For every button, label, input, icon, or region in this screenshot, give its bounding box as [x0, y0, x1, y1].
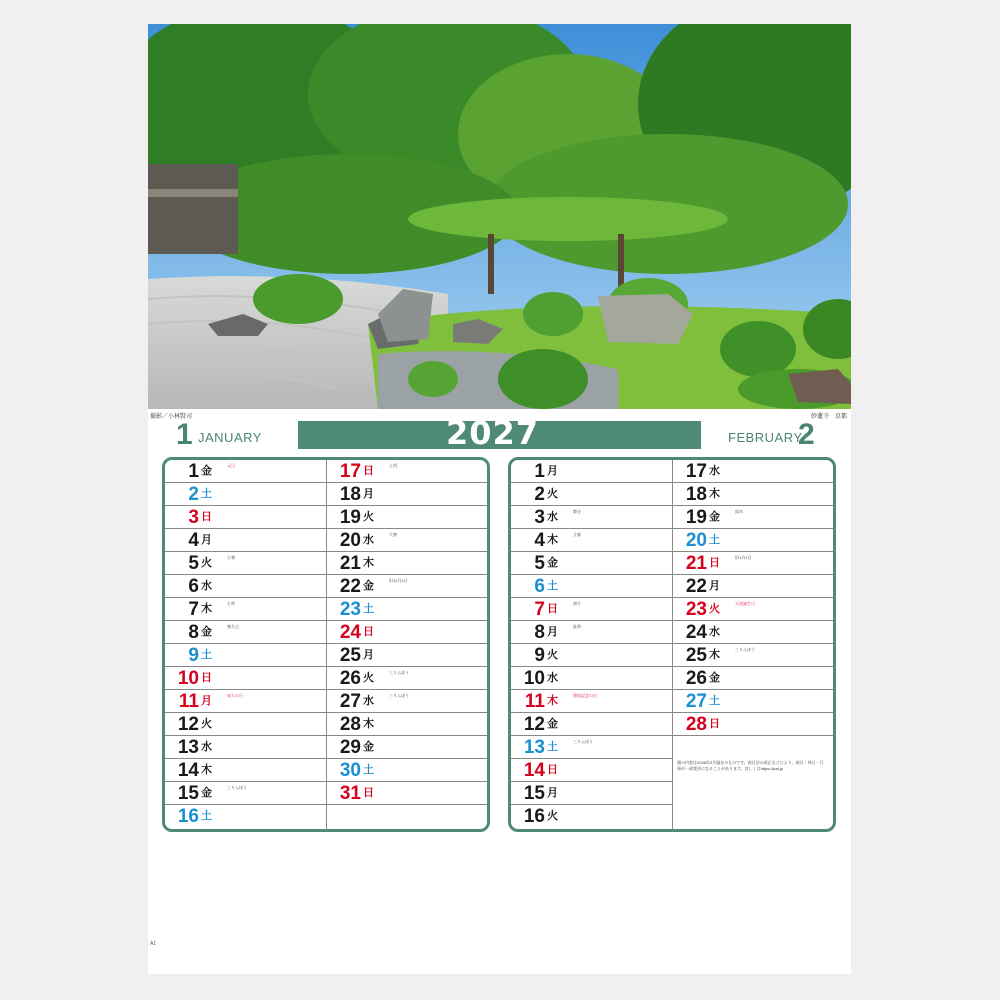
calendar-day-row [511, 690, 672, 713]
weekday-label: 水 [547, 672, 558, 684]
calendar-day-row [327, 713, 488, 736]
february-grid [508, 457, 836, 832]
weekday-label: 火 [201, 718, 212, 730]
day-number: 11 [524, 691, 545, 712]
day-number: 18 [685, 484, 707, 505]
calendar-day-row [511, 598, 672, 621]
event-label: 七草 [227, 601, 235, 606]
weekday-label: 日 [709, 557, 720, 569]
weekday-label: 月 [547, 626, 558, 638]
day-number: 13 [523, 737, 545, 758]
calendar-day-row [511, 506, 672, 529]
holiday-label: 成人の日 [227, 693, 243, 698]
calendar-day-row [165, 483, 326, 506]
day-number: 22 [339, 576, 361, 597]
january-grid [162, 457, 490, 832]
weekday-label: 金 [363, 580, 374, 592]
calendar-day-row [165, 598, 326, 621]
calendar-day-row [165, 713, 326, 736]
weekday-label: 日 [363, 626, 374, 638]
day-number: 2 [534, 484, 545, 505]
calendar-note: 暦の内容は2026年2月現在のものです。祝日法の改正などにより、祝日・休日・行事が一部変更になることがあります。詳しくはhttps://jcal.jp [677, 760, 824, 771]
day-number: 17 [685, 461, 707, 482]
calendar-day-row [673, 713, 834, 736]
weekday-label: 日 [201, 511, 212, 523]
month-number-february: 2 [798, 418, 815, 451]
event-label: 大寒 [389, 532, 397, 537]
weekday-label: 土 [363, 764, 374, 776]
holiday-label: 元日 [227, 463, 235, 468]
day-number: 8 [534, 622, 545, 643]
day-number: 16 [177, 806, 199, 827]
calendar-day-row [673, 552, 834, 575]
day-number: 15 [523, 783, 545, 804]
day-number: 4 [188, 530, 199, 551]
event-label: 三りんぼう [735, 647, 755, 652]
day-number: 7 [534, 599, 545, 620]
day-number: 27 [685, 691, 707, 712]
day-number: 13 [177, 737, 199, 758]
january-column-2 [327, 460, 488, 829]
event-label: 三りんぼう [573, 739, 593, 744]
day-number: 10 [523, 668, 545, 689]
weekday-label: 月 [547, 787, 558, 799]
day-number: 27 [339, 691, 361, 712]
month-name-february: FEBRUARY [728, 430, 803, 445]
weekday-label: 金 [547, 718, 558, 730]
day-number: 28 [339, 714, 361, 735]
day-number: 6 [188, 576, 199, 597]
event-label: 針供 [573, 624, 581, 629]
day-number: 14 [177, 760, 199, 781]
calendar-day-row [673, 736, 834, 805]
calendar-day-row [327, 575, 488, 598]
day-number: 26 [339, 668, 361, 689]
calendar-day-row [327, 759, 488, 782]
calendar-day-row [327, 644, 488, 667]
event-label: 三りんぼう [389, 693, 409, 698]
calendar-day-row [327, 736, 488, 759]
day-number: 6 [534, 576, 545, 597]
calendar-day-row [327, 690, 488, 713]
day-number: 3 [534, 507, 545, 528]
weekday-label: 土 [547, 741, 558, 753]
weekday-label: 火 [201, 557, 212, 569]
calendar-day-row [165, 506, 326, 529]
calendar-day-row [327, 529, 488, 552]
january-column-1 [165, 460, 327, 829]
day-number: 17 [339, 461, 361, 482]
year-title: 2027 [446, 414, 540, 452]
calendar-day-row [511, 667, 672, 690]
weekday-label: 土 [201, 649, 212, 661]
weekday-label: 金 [709, 511, 720, 523]
weekday-label: 木 [201, 764, 212, 776]
calendar-sheet [148, 24, 851, 974]
weekday-label: 金 [547, 557, 558, 569]
day-number: 8 [188, 622, 199, 643]
calendar-day-row [327, 483, 488, 506]
calendar-day-row [511, 529, 672, 552]
weekday-label: 日 [709, 718, 720, 730]
calendar-day-row [511, 736, 672, 759]
weekday-label: 火 [709, 603, 720, 615]
garden-photo-illustration [148, 24, 851, 409]
weekday-label: 水 [709, 465, 720, 477]
weekday-label: 火 [363, 672, 374, 684]
day-number: 24 [685, 622, 707, 643]
day-number: 2 [188, 484, 199, 505]
event-label: 旧12月1日 [389, 578, 408, 583]
day-number: 23 [685, 599, 707, 620]
day-number: 15 [177, 783, 199, 804]
day-number: 20 [339, 530, 361, 551]
calendar-day-row [165, 552, 326, 575]
weekday-label: 木 [363, 718, 374, 730]
weekday-label: 金 [363, 741, 374, 753]
holiday-label: 建国記念の日 [573, 693, 597, 698]
calendar-day-row [165, 529, 326, 552]
weekday-label: 日 [201, 672, 212, 684]
weekday-label: 金 [201, 787, 212, 799]
calendar-day-row [673, 644, 834, 667]
day-number: 11 [178, 691, 199, 712]
weekday-label: 火 [547, 810, 558, 822]
day-number: 28 [685, 714, 707, 735]
weekday-label: 日 [363, 787, 374, 799]
weekday-label: 土 [201, 488, 212, 500]
calendar-day-row [511, 483, 672, 506]
day-number: 26 [685, 668, 707, 689]
calendar-day-row [165, 460, 326, 483]
day-number: 5 [534, 553, 545, 574]
weekday-label: 土 [547, 580, 558, 592]
calendar-day-row [673, 506, 834, 529]
event-label: 雨水 [735, 509, 743, 514]
calendar-day-row [327, 667, 488, 690]
weekday-label: 木 [547, 695, 558, 707]
day-number: 7 [188, 599, 199, 620]
calendar-day-row [673, 483, 834, 506]
day-number: 23 [339, 599, 361, 620]
day-number: 1 [188, 461, 199, 482]
calendar-day-row [327, 506, 488, 529]
day-number: 12 [177, 714, 199, 735]
event-label: 旧1月1日 [735, 555, 752, 560]
weekday-label: 水 [363, 695, 374, 707]
photo-location: 妙蓮寺 京都 [810, 414, 847, 420]
calendar-day-row [511, 644, 672, 667]
day-number: 16 [523, 806, 545, 827]
calendar-day-row [327, 805, 488, 829]
weekday-label: 木 [709, 488, 720, 500]
calendar-day-row [165, 805, 326, 829]
weekday-label: 水 [201, 741, 212, 753]
weekday-label: 土 [709, 534, 720, 546]
weekday-label: 月 [547, 465, 558, 477]
calendar-day-row [673, 529, 834, 552]
day-number: 4 [534, 530, 545, 551]
day-number: 19 [339, 507, 361, 528]
day-number: 22 [685, 576, 707, 597]
day-number: 10 [177, 668, 199, 689]
day-number: 29 [339, 737, 361, 758]
calendar-day-row [165, 667, 326, 690]
holiday-label: 天皇誕生日 [735, 601, 755, 606]
weekday-label: 月 [363, 488, 374, 500]
weekday-label: 土 [363, 603, 374, 615]
weekday-label: 土 [709, 695, 720, 707]
calendar-day-row [165, 644, 326, 667]
weekday-label: 月 [709, 580, 720, 592]
calendar-day-row [511, 575, 672, 598]
weekday-label: 土 [201, 810, 212, 822]
day-number: 24 [339, 622, 361, 643]
weekday-label: 日 [547, 603, 558, 615]
photo-credit: 撮影／小林賢司 [150, 414, 193, 420]
weekday-label: 火 [547, 488, 558, 500]
february-column-1 [511, 460, 673, 829]
weekday-label: 木 [201, 603, 212, 615]
day-number: 9 [534, 645, 545, 666]
day-number: 9 [188, 645, 199, 666]
weekday-label: 月 [363, 649, 374, 661]
weekday-label: 金 [201, 626, 212, 638]
weekday-label: 水 [363, 534, 374, 546]
weekday-label: 木 [547, 534, 558, 546]
day-number: 30 [339, 760, 361, 781]
day-number: 19 [685, 507, 707, 528]
calendar-day-row [327, 460, 488, 483]
calendar-day-row [511, 782, 672, 805]
event-label: 節分 [573, 509, 581, 514]
calendar-day-row [327, 782, 488, 805]
calendar-day-row [511, 460, 672, 483]
weekday-label: 水 [709, 626, 720, 638]
day-number: 20 [685, 530, 707, 551]
day-number: 5 [188, 553, 199, 574]
weekday-label: 火 [547, 649, 558, 661]
event-label: 土用 [389, 463, 397, 468]
weekday-label: 金 [709, 672, 720, 684]
calendar-day-row [673, 575, 834, 598]
calendar-day-row [511, 621, 672, 644]
day-number: 21 [339, 553, 361, 574]
calendar-day-row [511, 552, 672, 575]
calendar-day-row [327, 552, 488, 575]
calendar-day-row [165, 621, 326, 644]
weekday-label: 日 [363, 465, 374, 477]
calendar-day-row [673, 667, 834, 690]
calendar-day-row [511, 759, 672, 782]
day-number: 3 [188, 507, 199, 528]
day-number: 31 [339, 783, 361, 804]
event-label: 初午 [573, 601, 581, 606]
event-label: 三りんぼう [389, 670, 409, 675]
calendar-day-row [327, 621, 488, 644]
day-number: 25 [339, 645, 361, 666]
calendar-day-row [165, 759, 326, 782]
weekday-label: 水 [201, 580, 212, 592]
event-label: 寒九日 [227, 624, 239, 629]
calendar-day-row [673, 460, 834, 483]
calendar-day-row [511, 805, 672, 829]
day-number: 25 [685, 645, 707, 666]
weekday-label: 金 [201, 465, 212, 477]
day-number: 18 [339, 484, 361, 505]
day-number: 21 [685, 553, 707, 574]
calendar-day-row [165, 575, 326, 598]
day-number: 1 [534, 461, 545, 482]
calendar-day-row [673, 621, 834, 644]
day-number: 14 [523, 760, 545, 781]
event-label: 三りんぼう [227, 785, 247, 790]
calendar-day-row [673, 690, 834, 713]
product-code: A1 [150, 941, 157, 947]
garden-photo [148, 24, 851, 409]
calendar-day-row [327, 598, 488, 621]
weekday-label: 月 [201, 534, 212, 546]
weekday-label: 木 [709, 649, 720, 661]
calendar-day-row [165, 690, 326, 713]
calendar-day-row [673, 598, 834, 621]
weekday-label: 月 [201, 695, 212, 707]
month-name-january: JANUARY [198, 430, 262, 445]
event-label: 小寒 [227, 555, 235, 560]
february-column-2 [673, 460, 834, 829]
calendar-day-row [511, 713, 672, 736]
day-number: 12 [523, 714, 545, 735]
weekday-label: 水 [547, 511, 558, 523]
month-number-january: 1 [176, 418, 193, 451]
weekday-label: 火 [363, 511, 374, 523]
calendar-day-row [165, 782, 326, 805]
weekday-label: 木 [363, 557, 374, 569]
weekday-label: 日 [547, 764, 558, 776]
calendar-day-row [165, 736, 326, 759]
event-label: 立春 [573, 532, 581, 537]
